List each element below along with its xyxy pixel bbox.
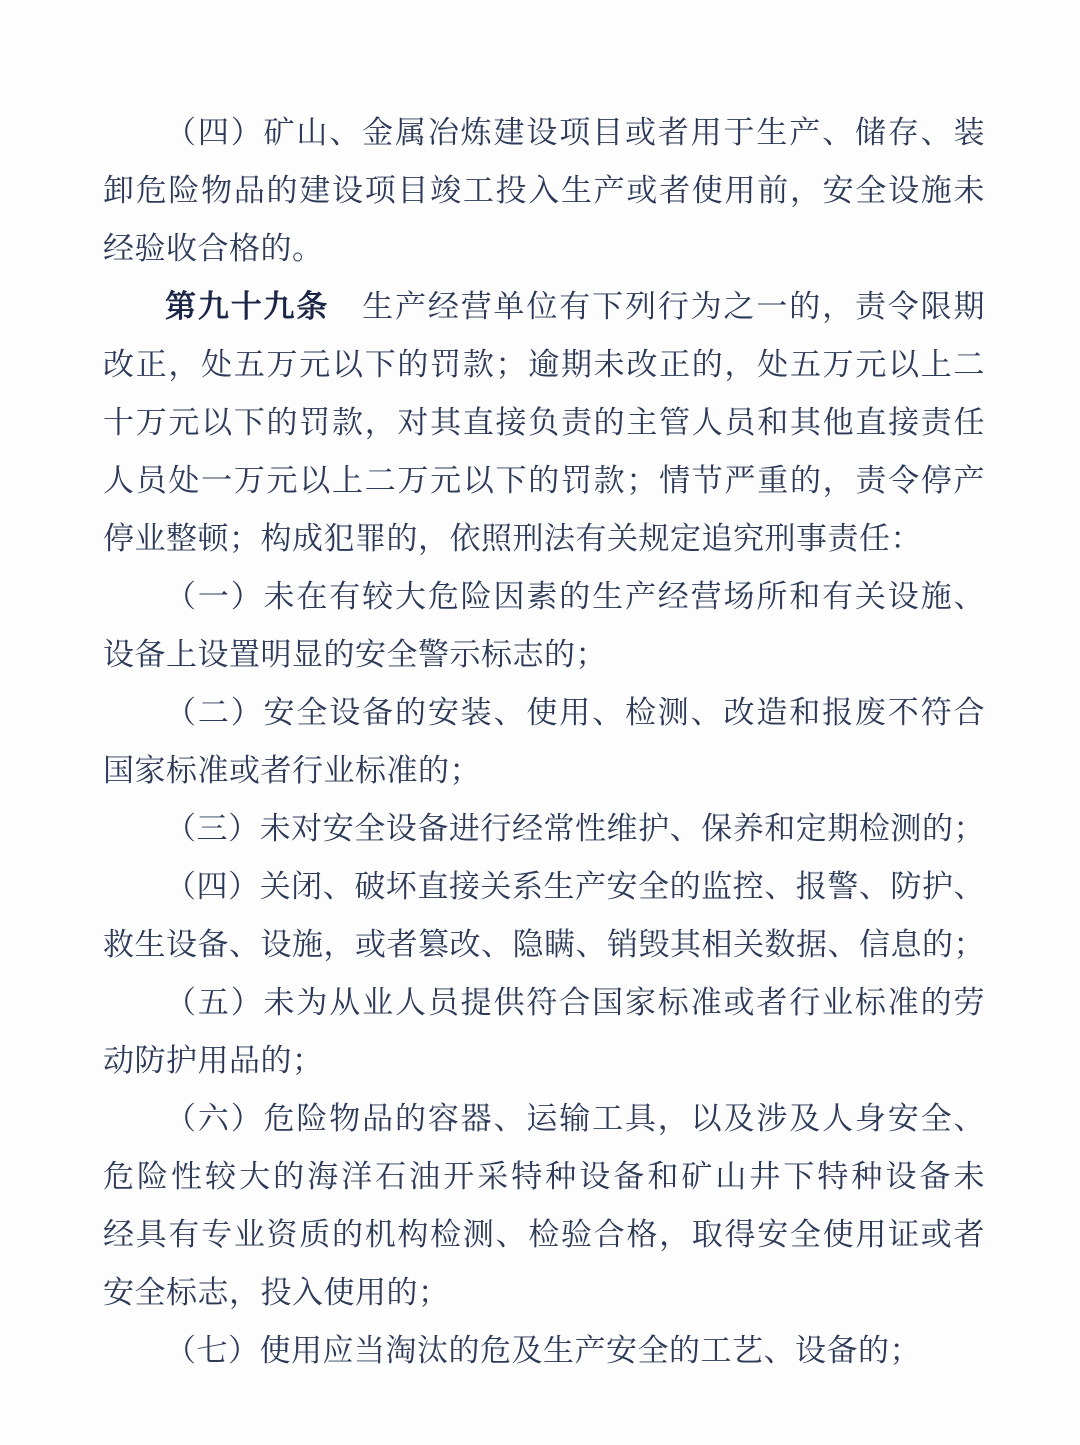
paragraph-item-7 bbox=[103, 1322, 985, 1380]
text-segment: 国家标准或者行业标准的； bbox=[103, 753, 481, 788]
text-segment: 经验收合格的。 bbox=[103, 231, 324, 266]
text-line bbox=[103, 1148, 985, 1206]
text-segment: 人员处一万元以上二万元以下的罚款；情节严重的，责令停产 bbox=[103, 463, 985, 498]
text-line bbox=[103, 800, 985, 858]
text-line bbox=[103, 1090, 985, 1148]
text-line bbox=[103, 336, 985, 394]
paragraph-item-2 bbox=[103, 684, 985, 800]
paragraph-article-99 bbox=[103, 278, 985, 568]
text-line bbox=[103, 394, 985, 452]
paragraph-item-4 bbox=[103, 858, 985, 974]
text-segment: （七）使用应当淘汰的危及生产安全的工艺、设备的； bbox=[165, 1333, 921, 1368]
text-segment: （一）未在有较大危险因素的生产经营场所和有关设施、 bbox=[165, 579, 985, 614]
text-line bbox=[103, 510, 985, 568]
text-line bbox=[103, 626, 985, 684]
text-line bbox=[103, 568, 985, 626]
document-body bbox=[103, 104, 985, 1380]
text-segment: （五）未为从业人员提供符合国家标准或者行业标准的劳 bbox=[165, 985, 985, 1020]
text-line bbox=[103, 684, 985, 742]
text-segment: 改正，处五万元以下的罚款；逾期未改正的，处五万元以上二 bbox=[103, 347, 985, 382]
text-segment: 安全标志，投入使用的； bbox=[103, 1275, 450, 1310]
article-number: 第九十九条 bbox=[165, 289, 330, 324]
text-segment: （四）关闭、破坏直接关系生产安全的监控、报警、防护、 bbox=[165, 869, 985, 904]
paragraph-item-4-prev-article bbox=[103, 104, 985, 278]
text-line bbox=[103, 1032, 985, 1090]
text-segment: 动防护用品的； bbox=[103, 1043, 324, 1078]
text-segment: 危险性较大的海洋石油开采特种设备和矿山井下特种设备未 bbox=[103, 1159, 985, 1194]
text-line bbox=[103, 916, 985, 974]
text-segment: （三）未对安全设备进行经常性维护、保养和定期检测的； bbox=[165, 811, 985, 846]
text-line bbox=[103, 1264, 985, 1322]
text-line bbox=[103, 162, 985, 220]
text-line bbox=[103, 220, 985, 278]
text-line bbox=[103, 1322, 985, 1380]
text-line bbox=[103, 858, 985, 916]
paragraph-item-5 bbox=[103, 974, 985, 1090]
text-line bbox=[103, 974, 985, 1032]
paragraph-item-3 bbox=[103, 800, 985, 858]
text-segment: 停业整顿；构成犯罪的，依照刑法有关规定追究刑事责任： bbox=[103, 521, 922, 556]
text-segment: 十万元以下的罚款，对其直接负责的主管人员和其他直接责任 bbox=[103, 405, 985, 440]
text-segment: （四）矿山、金属冶炼建设项目或者用于生产、储存、装 bbox=[165, 115, 985, 150]
text-segment: 卸危险物品的建设项目竣工投入生产或者使用前，安全设施未 bbox=[103, 173, 985, 208]
text-line bbox=[103, 452, 985, 510]
text-line bbox=[103, 278, 985, 336]
text-line bbox=[103, 1206, 985, 1264]
text-segment: （六）危险物品的容器、运输工具，以及涉及人身安全、 bbox=[165, 1101, 985, 1136]
paragraph-item-1 bbox=[103, 568, 985, 684]
text-segment: 经具有专业资质的机构检测、检验合格，取得安全使用证或者 bbox=[103, 1217, 985, 1252]
paragraph-item-6 bbox=[103, 1090, 985, 1322]
text-segment: 设备上设置明显的安全警示标志的； bbox=[103, 637, 607, 672]
text-line bbox=[103, 104, 985, 162]
text-line bbox=[103, 742, 985, 800]
text-segment: 生产经营单位有下列行为之一的，责令限期 bbox=[329, 289, 986, 324]
text-segment: 救生设备、设施，或者篡改、隐瞒、销毁其相关数据、信息的； bbox=[103, 927, 985, 962]
text-segment: （二）安全设备的安装、使用、检测、改造和报废不符合 bbox=[165, 695, 985, 730]
